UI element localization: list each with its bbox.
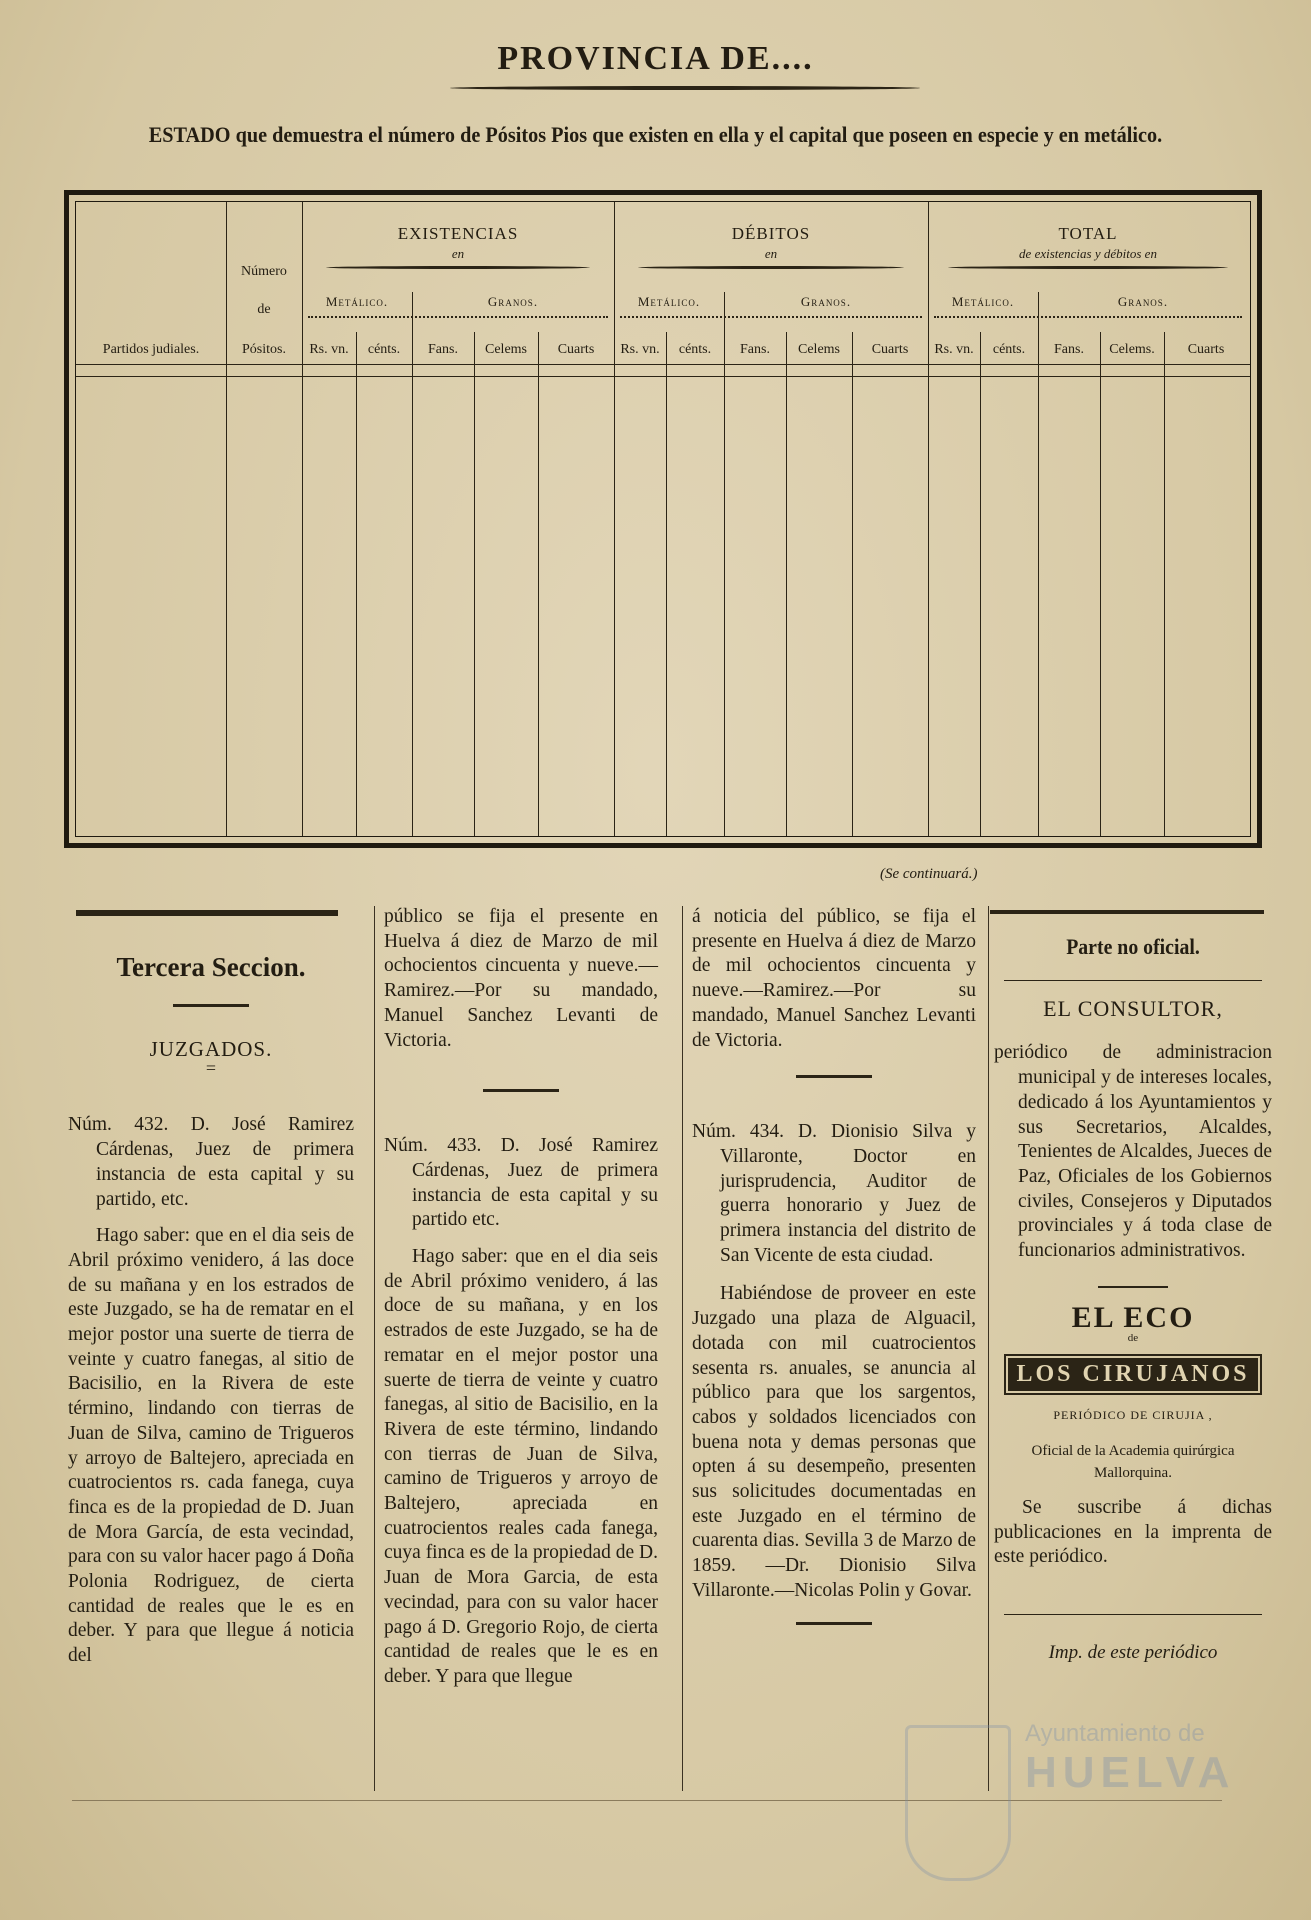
huelva-shield-icon [905,1725,1011,1881]
column-divider [374,906,375,1791]
group-total: TOTAL [1058,224,1118,243]
notice-433-closing: á noticia del público, se fija el presente en Huelva á diez de Marzo de mil ochocientos cincuenta y nueve.—Ramirez.—Por su mandado, Manuel Sanchez Levanti de Victoria. [692,906,976,1051]
group-existencias-sub: en [451,246,465,261]
short-rule [796,1075,872,1078]
cirujia-subtitle: PERIÓDICO DE CIRUJIA , [1053,1408,1213,1423]
col-sep [356,332,357,836]
sub-col-header: Fans. [740,342,770,357]
col-sep [1164,332,1165,836]
granos-label: Granos. [800,294,852,309]
brace [948,266,1228,269]
watermark [1025,1720,1235,1798]
col-sep [786,332,787,836]
double-rule: = [205,1058,217,1079]
group-debitos-sub: en [764,246,778,261]
sub-col-header: cénts. [992,342,1026,357]
eco-title: EL ECO [1071,1300,1195,1334]
consultor-body: periódico de administracion municipal y de intereses locales, dedicado á los Ayuntamientos y sus Secretarios, Alcaldes, Tenientes de Alcaldes, Jueces de Paz, Oficiales de los Gobiernos civiles, Consejeros y Diputados provinciales y á toda clase de funcionarios administrativos. [994,1042,1272,1262]
dotted-rule [308,316,608,324]
positos-table [64,190,1262,848]
sub-col-header: Rs. vn. [309,342,349,357]
notice-432-body: Hago saber: que en el dia seis de Abril próximo venidero, á las doce de su mañana y en los estrados de este Juzgado, se ha de rematar en el mejor postor una suerte de tierra de veinte y cuatro fanegas, al sitio de Bacisilio, en la Rivera de este término, lindando con tierras de Juan de Silva, camino de Trigueros y arroyo de Baltejero, apreciada en cuatrocientos rs. cada fanega, cuya finca es de la propiedad de D. Juan de Mora García, de esta vecindad, para con su valor hacer pago á Doña Polonia Rodriguez, de cierta cantidad de reales que le es en deber. Y para que llegue á noticia del [68,1225,354,1667]
short-rule [173,1004,249,1007]
estado-heading: ESTADO que demuestra el número de Pósitos Pios que existen en ella y el capital que poseen en especie y en metálico. [148,122,1163,147]
column-4 [994,905,1272,1666]
watermark-top: Ayuntamiento de [1025,1720,1205,1747]
sub-col-header: Rs. vn. [934,342,974,357]
notice-434-body: Habiéndose de proveer en este Juzgado una plaza de Alguacil, dotada con mil cuatrocientos sesenta rs. anuales, se anuncia al público para que los sargentos, cabos y soldados licenciados con buena nota y demas personas que opten á su desempeño, presenten sus solicitudes documentadas en este Juzgado en el término de cuarenta dias. Sevilla 3 de Marzo de 1859. —Dr. Dionisio Silva Villaronte.—Nicolas Polin y Govar. [692,1283,976,1601]
parte-no-oficial: Parte no oficial. [1066,934,1200,959]
col-sep [226,202,227,836]
sub-col-header: Cuarts [1187,342,1225,357]
col-sep [666,332,667,836]
sub-col-header: Celems [798,342,840,357]
col-sep [724,292,725,836]
continuara-note: (Se continuará.) [880,866,978,882]
juzgados-heading: JUZGADOS. [149,1036,273,1061]
group-total-sub: de existencias y débitos en [1019,246,1157,261]
granos-label: Granos. [487,294,539,309]
column-divider [988,906,989,1791]
col-sep [474,332,475,836]
sub-col-header: Cuarts [557,342,595,357]
granos-label: Granos. [1117,294,1169,309]
group-debitos: DÉBITOS [731,224,811,243]
column-divider [682,906,683,1791]
group-existencias: EXISTENCIAS [397,224,519,243]
de-label: de [1127,1332,1139,1345]
suscribe-note: Se suscribe á dichas publicaciones en la imprenta de este periódico. [994,1496,1272,1568]
notice-432-closing: público se fija el presente en Huelva á diez de Marzo de mil ochocientos cincuenta y nueve.—Ramirez.—Por su mandado, Manuel Sanchez Levanti de Victoria. [384,906,658,1051]
col-sep [538,332,539,836]
column-2 [384,905,658,1690]
brace [326,266,590,269]
sub-col-header: Rs. vn. [620,342,660,357]
province-title: PROVINCIA DE.... [497,40,814,77]
header-rule [76,364,1250,365]
metalico-label: Metálico. [637,294,701,309]
column-1 [68,905,354,1669]
title-rule [450,86,920,90]
notice-434-heading: Núm. 434. D. Dionisio Silva y Villaronte, Doctor en jurisprudencia, Auditor de guerra honorario y Juez de primera instancia del distrito de San Vicente de esta ciudad. [692,1121,976,1266]
partidos-label: Partidos judiales. [102,342,200,357]
header-rule-2 [76,376,1250,377]
sub-col-header: Fans. [428,342,458,357]
sub-col-header: Celems [485,342,527,357]
watermark-bottom: HUELVA [1025,1748,1236,1797]
rule [1004,980,1262,981]
col-sep [852,332,853,836]
positos-label: Pósitos. [242,342,286,357]
table-inner [75,201,1251,837]
sub-col-header: cénts. [367,342,401,357]
dotted-rule [934,316,1242,324]
short-rule [483,1089,559,1092]
notice-433-heading: Núm. 433. D. José Ramirez Cárdenas, Juez de primera instancia de esta capital y su partido etc. [384,1135,658,1231]
consultor-title: EL CONSULTOR, [1043,995,1223,1021]
col-sep [412,292,413,836]
bottom-rule [72,1800,1222,1801]
academia-note: Oficial de la Academia quirúrgica Mallorquina. [1031,1442,1235,1481]
numero-label: Número [241,264,287,279]
metalico-label: Metálico. [951,294,1015,309]
dotted-rule [620,316,922,324]
sub-col-header: Fans. [1054,342,1084,357]
short-rule [796,1622,872,1625]
sub-col-header: cénts. [678,342,712,357]
notice-432-heading: Núm. 432. D. José Ramirez Cárdenas, Juez de primera instancia de esta capital y su partido, etc. [68,1114,354,1210]
col-sep [980,332,981,836]
notice-433-body: Hago saber: que en el dia seis de Abril próximo venidero, á las doce de su mañana, y en los estrados de este Juzgado, se ha de rematar en el mejor postor una suerte de tierra de veinte y cuatro fanegas, al sitio de Bacisilio, en la Rivera de este término, lindando con tierras de Juan de Silva, camino de Trigueros y arroyo de Baltejero, apreciada en cuatrocientos reales cada fanega, cuya finca es de la propiedad de D. Juan de Mora Garcia, de esta vecindad, para con su valor hacer pago á D. Gregorio Rojo, de cierta cantidad de reales que le es en deber. Y para que llegue [384,1246,658,1687]
col-sep [1100,332,1101,836]
de-label: de [257,302,271,317]
imprint: Imp. de este periódico [1048,1641,1218,1663]
column-3 [692,905,976,1625]
cirujanos-title: LOS CIRUJANOS [1008,1358,1257,1391]
short-rule [1098,1286,1168,1288]
sub-col-header: Celems. [1109,342,1155,357]
section-heading: Tercera Seccion. [116,952,306,982]
metalico-label: Metálico. [325,294,389,309]
brace [638,266,904,269]
col-sep [1038,292,1039,836]
rule [1004,1614,1262,1615]
sub-col-header: Cuarts [871,342,909,357]
